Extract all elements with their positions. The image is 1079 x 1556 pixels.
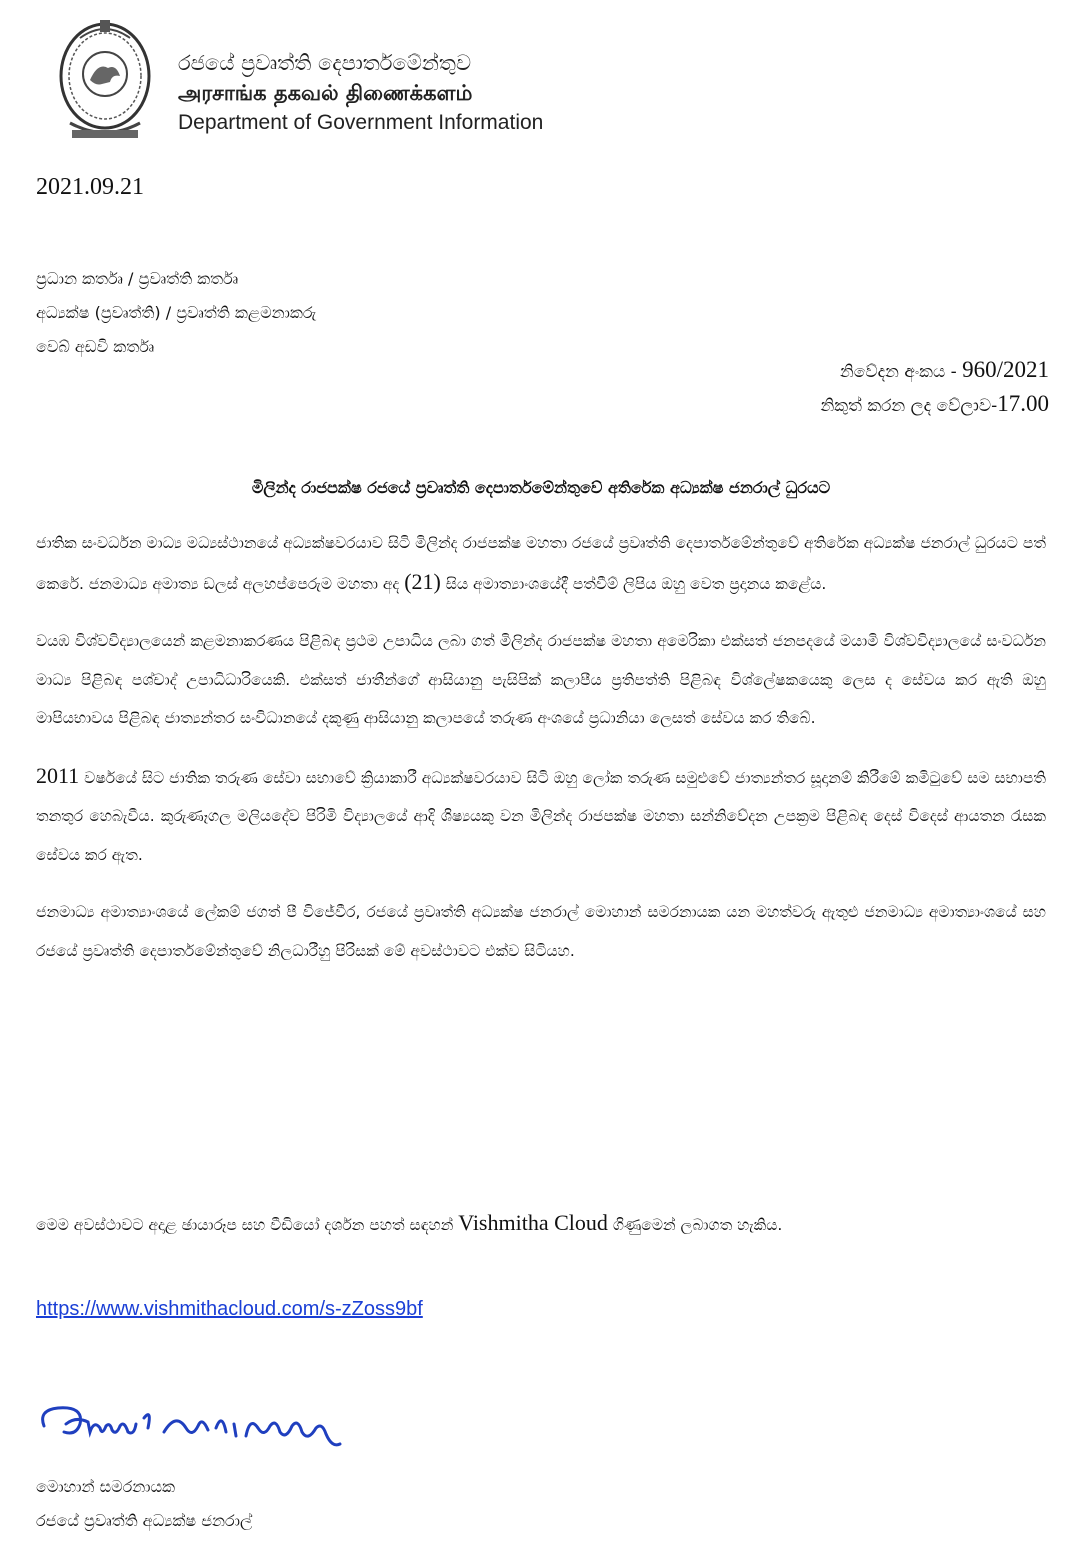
paragraph-text: සිය අමාත්‍යාංශයේදී පත්වීම් ලිපිය ඔහු වෙත ප්‍රදානය කළේය. [440, 574, 827, 593]
signer-name: මොහාන් සමරනායක [36, 1477, 176, 1496]
media-access-note [36, 1204, 1046, 1244]
signer-title: රජයේ ප්‍රවෘත්ති අධ්‍යක්ෂ ජනරාල් [36, 1511, 253, 1530]
department-name-tamil: அரசாங்க தகவல் திணைக்களம் [178, 81, 473, 105]
department-names [178, 48, 543, 138]
body-text [36, 524, 1046, 989]
access-note-text: ගිණුමෙන් ලබාගත හැකිය. [607, 1216, 783, 1234]
recipient-list [36, 262, 316, 364]
release-number-label: නිවේදන අංකය - [839, 362, 963, 382]
release-number-value: 960/2021 [962, 357, 1049, 382]
release-time [821, 388, 1050, 422]
release-time-value: 17.00 [997, 391, 1049, 416]
release-number [821, 354, 1050, 388]
paragraph-number: 2011 [36, 762, 80, 788]
paragraph: ජනමාධ්‍ය අමාත්‍යාංශයේ ලේකම් ජගත් පී විජේවීර, රජයේ ප්‍රවෘත්ති අධ්‍යක්ෂ ජනරාල් මොහාන් සමරනායක යන මහත්වරු ඇතුළු ජනමාධ්‍ය අමාත්‍යාංශයේ සහ රජයේ ප්‍රවෘත්ති දෙපාර්තමේන්තුවේ නිලධාරීහු පිරිසක් මේ අවස්ථාවට එක්ව සිටියහ. [36, 903, 1046, 960]
department-name-english: Department of Government Information [178, 111, 544, 134]
access-note-text: මෙම අවස්ථාවට අදාළ ඡායාරූප සහ වීඩියෝ දර්ශන පහත් සඳහන් [36, 1216, 459, 1234]
signature-icon [36, 1398, 376, 1478]
signer-block [36, 1470, 252, 1538]
release-info [821, 354, 1050, 422]
paragraph [36, 757, 1046, 875]
paragraph-text: ජාතික සංවර්ධන මාධ්‍ය මධ්‍යස්ථානයේ අධ්‍යක්ෂවරයාව සිටි මිලින්ද රාජපක්ෂ මහතා රජයේ ප්‍රවෘත්ති දෙපාර්තමේන්තුවේ අතිරේක අධ්‍යක්ෂ ජනරාල් ධුරයට පත් කෙරේ. ජනමාධ්‍ය අමාත්‍ය ඩලස් අලහප්පෙරුම මහතා අද [36, 534, 1046, 593]
recipient-line: වෙබ් අඩවි කර්තෘ [36, 337, 155, 356]
release-date: 2021.09.21 [36, 174, 144, 200]
department-name-sinhala: රජයේ ප්‍රවෘත්ති දෙපාර්තමේන්තුව [178, 51, 472, 75]
paragraph-number: (21) [404, 568, 441, 594]
release-time-label: නිකුත් කරන ලද වේලාව- [820, 396, 998, 416]
recipient-line: ප්‍රධාන කර්තෘ / ප්‍රවෘත්ති කර්තෘ [36, 269, 239, 288]
headline: මිලින්ද රාජපක්ෂ රජයේ ප්‍රවෘත්ති දෙපාර්තමේන්තුවේ අතිරේක අධ්‍යක්ෂ ජනරාල් ධුරයට [251, 478, 831, 497]
paragraph-text: වර්ෂයේ සිට ජාතික තරුණ සේවා සභාවේ ක්‍රියාකාරී අධ්‍යක්ෂවරයාව සිටි ඔහු ලෝක තරුණ සමුළුවේ ජාත්‍යන්තර සූදානම් කිරීමේ කමිටුවේ සම සභාපති තනතුර හෙබැවීය. කුරුණෑගල මලියදේව පිරිමි විද්‍යාලයේ ආදි ශිෂ්‍යයකු වන මිලින්ද රාජපක්ෂ මහතා සන්නිවේදන උපක්‍රම පිළිබඳ දෙස් විදෙස් ආයතන රැසක සේවය කර ඇත. [36, 768, 1046, 864]
recipient-line: අධ්‍යක්ෂ (ප්‍රවෘත්ති) / ප්‍රවෘත්ති කළමනාකරු [36, 303, 317, 322]
media-download-link[interactable]: https://www.vishmithacloud.com/s-zZoss9bf [36, 1298, 423, 1320]
sri-lanka-emblem-icon [50, 18, 160, 148]
paragraph: වයඹ විශ්වවිද්‍යාලයෙන් කළමනාකරණය පිළිබඳ ප්‍රථම උපාධිය ලබා ගත් මිලින්ද රාජපක්ෂ මහතා අමෙරිකා එක්සත් ජනපදයේ මයාමි විශ්වවිද්‍යාලයේ සංවර්ධන මාධ්‍ය පිළිබඳ පශ්චාද් උපාධිධාරියෙකි. එක්සත් ජාතීන්ගේ ආසියානු පැසිපික් කලාපීය ප්‍රතිපත්ති පිළිබඳ විශ්ලේෂකයෙකු ලෙස ද සේවය කර ඇති ඔහු මාපියභාවය පිළිබඳ ජාත්‍යන්තර සංවිධානයේ දකුණු ආසියානු කලාපයේ තරුණ අංශයේ ප්‍රධානියා ලෙසත් සේවය කර තිබේ. [36, 632, 1046, 727]
paragraph [36, 524, 1046, 603]
access-note-brand: Vishmitha Cloud [458, 1210, 608, 1235]
